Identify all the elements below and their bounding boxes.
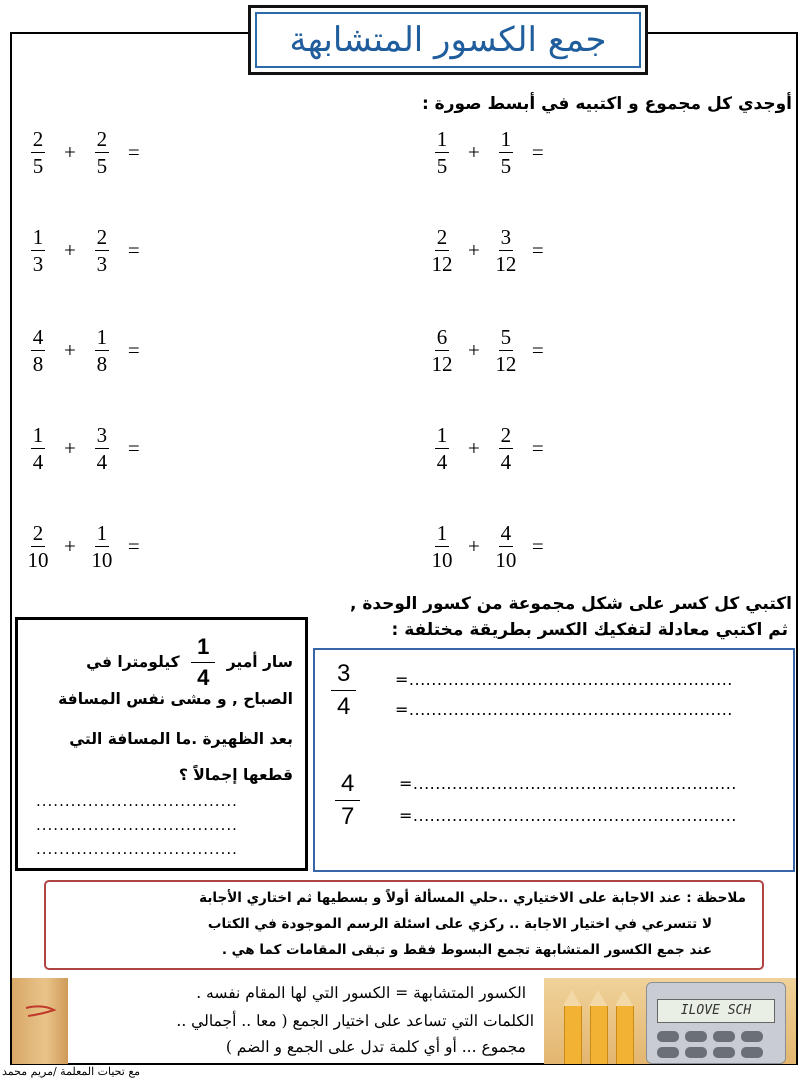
banner-line-2: الكلمات التي تساعد على اختيار الجمع ( معا .. أجمالي ..	[176, 1012, 534, 1030]
unit-fraction-instruction-1: اكتبي كل كسر على شكل مجموعة من كسور الوحدة ,	[349, 594, 792, 614]
fraction: $\frac{1}{10}$	[91, 521, 113, 573]
instruction: أوجدي كل مجموع و اكتبيه في أبسط صورة :	[421, 94, 792, 114]
unit-fraction-box	[313, 648, 795, 872]
title-box	[248, 5, 648, 75]
answer-line: =..........................................................	[399, 774, 737, 793]
fraction: $\frac{5}{12}$	[495, 325, 517, 377]
unit-fraction-instruction-2: ثم اكتبي معادلة لتفكيك الكسر بطريقة مختلفة :	[391, 620, 788, 640]
page-title: جمع الكسور المتشابهة	[255, 12, 641, 68]
answer-line: =..........................................................	[395, 700, 733, 719]
fraction: $\frac{4}{8}$	[32, 325, 44, 377]
note-line-3: عند جمع الكسور المتشابهة تجمع البسوط فقط و تبقى المقامات كما هي .	[221, 942, 712, 958]
equation-7: $\frac{1}{4}$ + $\frac{3}{4}$ =	[24, 424, 152, 473]
calculator-screen: ILOVE SCH	[657, 999, 775, 1023]
fraction: $\frac{1}{4}$	[32, 423, 44, 475]
fraction: $\frac{2}{10}$	[27, 521, 49, 573]
calculator-icon	[646, 982, 786, 1064]
word-problem-line-2: الصباح , و مشى نفس المسافة	[58, 690, 293, 708]
fraction: $\frac{1}{3}$	[32, 225, 44, 277]
note-box	[44, 880, 764, 970]
equation-8: $\frac{1}{4}$ + $\frac{2}{4}$ =	[428, 424, 556, 473]
equation-9: $\frac{2}{10}$ + $\frac{1}{10}$ =	[24, 522, 152, 571]
fraction: $\frac{1}{10}$	[431, 521, 453, 573]
fraction: $\frac{2}{3}$	[96, 225, 108, 277]
fraction: $\frac{2}{4}$	[500, 423, 512, 475]
equation-10: $\frac{1}{10}$ + $\frac{4}{10}$ =	[428, 522, 556, 571]
pencil-icon	[616, 1006, 634, 1064]
equation-2: $\frac{1}{5}$ + $\frac{1}{5}$ =	[428, 128, 556, 177]
paperclip-icon	[12, 978, 68, 1064]
summary-banner	[12, 978, 796, 1064]
answer-line: =..........................................................	[399, 806, 737, 825]
equation-3: $\frac{1}{3}$ + $\frac{2}{3}$ =	[24, 226, 152, 275]
paperclip-decoration	[12, 978, 68, 1064]
answer-line: =..........................................................	[395, 670, 733, 689]
answer-line: ...................................	[36, 840, 238, 858]
fraction-3-4: 3 4	[331, 660, 356, 721]
word-problem-line-4: قطعها إجمالاً ؟	[178, 766, 293, 784]
fraction: $\frac{2}{5}$	[96, 127, 108, 179]
fraction: $\frac{6}{12}$	[431, 325, 453, 377]
pencil-icon	[564, 1006, 582, 1064]
word-problem-fraction: $\frac{1}{4}$	[191, 634, 215, 691]
pencils-calculator-decoration	[544, 978, 796, 1064]
answer-line: ...................................	[36, 816, 238, 834]
fraction: $\frac{1}{8}$	[96, 325, 108, 377]
note-line-1: ملاحظة : عند الاجابة على الاختياري ..حلي المسألة أولاً و بسطيها ثم اختاري الأجابة	[199, 890, 746, 906]
banner-line-1: الكسور المتشابهة = الكسور التي لها المقام نفسه .	[196, 984, 526, 1002]
note-line-2: لا تتسرعي في اختيار الاجابة .. ركزي على اسئلة الرسم الموجودة في الكتاب	[207, 916, 712, 932]
word-problem-line-3: بعد الظهيرة .ما المسافة التي	[69, 730, 293, 748]
pencil-icon	[590, 1006, 608, 1064]
fraction: $\frac{2}{12}$	[431, 225, 453, 277]
answer-line: ...................................	[36, 792, 238, 810]
fraction: $\frac{3}{4}$	[96, 423, 108, 475]
banner-line-3: مجموع ... أو أي كلمة تدل على الجمع و الضم )	[225, 1038, 526, 1056]
fraction: $\frac{1}{4}$	[436, 423, 448, 475]
word-problem-line-1: سار أمير $\frac{1}{4}$ كيلومترا في	[86, 634, 293, 690]
fraction: $\frac{3}{12}$	[495, 225, 517, 277]
equation-6: $\frac{6}{12}$ + $\frac{5}{12}$ =	[428, 326, 556, 375]
equation-5: $\frac{4}{8}$ + $\frac{1}{8}$ =	[24, 326, 152, 375]
fraction: $\frac{4}{10}$	[495, 521, 517, 573]
fraction-4-7: 4 7	[335, 770, 360, 831]
fraction: $\frac{2}{5}$	[32, 127, 44, 179]
fraction: $\frac{1}{5}$	[436, 127, 448, 179]
equation-4: $\frac{2}{12}$ + $\frac{3}{12}$ =	[428, 226, 556, 275]
equation-1: $\frac{2}{5}$ + $\frac{2}{5}$ =	[24, 128, 152, 177]
fraction: $\frac{1}{5}$	[500, 127, 512, 179]
word-problem-box	[15, 617, 308, 871]
footer-credit: مع تحيات المعلمة /مريم محمد	[2, 1065, 141, 1078]
